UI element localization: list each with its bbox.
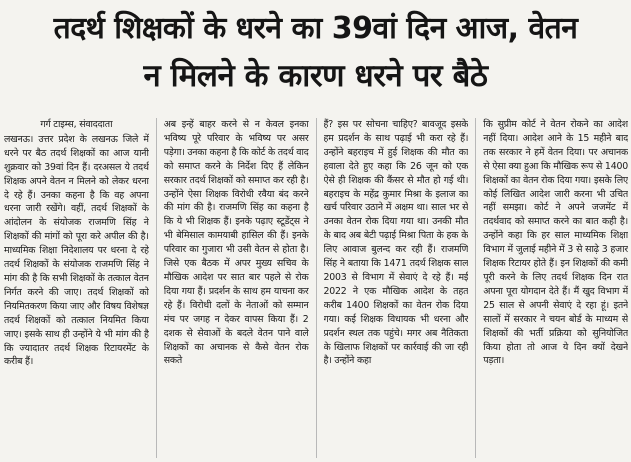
article-column-3: [324, 118, 469, 458]
column-1-text: लखनऊ। उत्तर प्रदेश के लखनऊ जिले में धरने पर बैठ तदर्थ शिक्षकों का आज यानी शुक्रवार को 39वां दिन हैं। दरअसल ये तदर्थ शिक्षक अपने वेतन न मिलने को लेकर धरना दे रहे हैं। उनका कहना है कि वह अपना धरना जारी रखेंगे। वहीं, तदर्थ शिक्षकों के आंदोलन के संयोजक राजमणि सिंह ने शिक्षकों की मांगों को पूरा करे अपील की है।माध्यमिक शिक्षा निदेशालय पर धरना दे रहे तदर्थ शिक्षकों के संयोजक राजमणि सिंह ने मांग की है कि सभी शिक्षकों के तत्काल वेतन निर्गत करने की जाए। तदर्थ शिक्षकों को नियमितकरण किया जाए और विषय विशेषज्ञ तदर्थ शिक्षकों को तत्काल नियमित किया जाए। इसके साथ ही उन्होंने ये भी मांग की है कि ज्यादातर तदर्थ शिक्षक रिटायरमेंट के करीब हैं।: [4, 133, 149, 368]
headline-line-1: तदर्थ शिक्षकों के धरने का 39वां दिन आज, वेतन: [53, 11, 578, 46]
column-2-text: अब इन्हें बाहर करने से न केवल इनका भविष्य पूरे परिवार के भविष्य पर असर पड़ेगा। उनका कहना है कि कोर्ट के तदर्थ वाद को समाप्त करने के निर्देश दिए हैं लेकिन सरकार तदर्थ शिक्षकों को समाप्त कर रही है। उन्होंने ऐसा शिक्षक विरोधी रवैया बंद करने की मांग की है। राजमणि सिंह का कहना है कि ये भी शिक्षक हैं। इनके पढ़ाए स्टूडेंट्स ने भी बेमिसाल कामयाबी हासिल की हैं। इनके परिवार का गुजारा भी उसी वेतन से होता है। जिसे एक बैठक में अपर मुख्य सचिव के मौखिक आदेश पर सात बार पहले से रोक दिया गया हैं। प्रदर्शन के साथ हम याचना कर रहे हैं। विरोधी दलों के नेताओं को सम्मान मंच पर जगह न देकर वापस किया हैं। 2 दशक से सेवाओं के बदले वेतन पाने वाले शिक्षकों का अचानक से कैसे वेतन रोक सकते: [163, 119, 309, 367]
column-divider: [475, 118, 476, 458]
column-divider: [156, 118, 157, 458]
article-column-1: [4, 118, 149, 458]
column-3-text: हैं? इस पर सोचना चाहिए? बावजूद इसके हम प्रदर्शन के साथ पढ़ाई भी करा रहे हैं। उन्होंने बहराइच में हुई शिक्षक की मौत का हवाला देते हुए कहा कि 26 जून को एक ऐसे ही शिक्षक की कैंसर से मौत हो गई थी। बहराइच के महेंद्र कुमार मिश्रा के इलाज का खर्च परिवार उठाने में अक्षम था। साल भर से उनका वेतन रोक दिया गया था। उनकी मौत के बाद अब बेटी पढ़ाई मिश्रा पिता के हक के लिए आवाज बुलन्द कर रही हैं। राजमणि सिंह ने बताया कि 1471 तदर्थ शिक्षक साल 2003 से विभाग में सेवाएं दे रहे हैं। मई 2022 ने एक मौखिक आदेश के तहत करीब 1400 शिक्षकों का वेतन रोक दिया गया। कई शिक्षक विधायक भी धरना और प्रदर्शन स्थल तक पहुंचे। मगर अब नैतिकता के खिलाफ शिक्षकों पर कार्रवाई की जा रही है। उन्होंने कहा: [323, 119, 469, 367]
column-4-text: कि सुप्रीम कोर्ट ने वेतन रोकने का आदेश नहीं दिया। आदेश आने के 15 महीने बाद तक सरकार ने हमें वेतन दिया। पर अचानक से ऐसा क्या हुआ कि मौखिक रूप से 1400 शिक्षकों का वेतन रोक दिया गया। इसके लिए कोई लिखित आदेश जारी करना भी उचित नहीं समझा। कोर्ट ने अपने जजमेंट में तदर्थवाद को समाप्त करने का बात कही है। उन्होंने कहा कि हर साल माध्यमिक शिक्षा विभाग में जुलाई महीने में 3 से साढ़े 3 हजार शिक्षक रिटायर होते हैं। इन शिक्षकों की कमी पूरी करने के लिए तदर्थ शिक्षक दिन रात अपना पूरा योगदान देते हैं। मैं खुद विभाग में 25 साल से अपनी सेवाएं दे रहा हूं। इतने सालों में सरकार ने चयन बोर्ड के माध्यम से शिक्षकों की भर्ती प्रक्रिया को सुनियोजित किया होता तो आज ये दिन क्यों देखने पड़ता।: [483, 119, 628, 367]
dateline: गर्ग टाइम्स, संवाददाता: [40, 119, 113, 130]
headline-line-2: न मिलने के कारण धरने पर बैठे: [143, 58, 488, 94]
article-column-4: [483, 118, 628, 458]
article-column-2: [164, 118, 309, 458]
article-body: [4, 118, 628, 458]
column-divider: [316, 118, 317, 458]
